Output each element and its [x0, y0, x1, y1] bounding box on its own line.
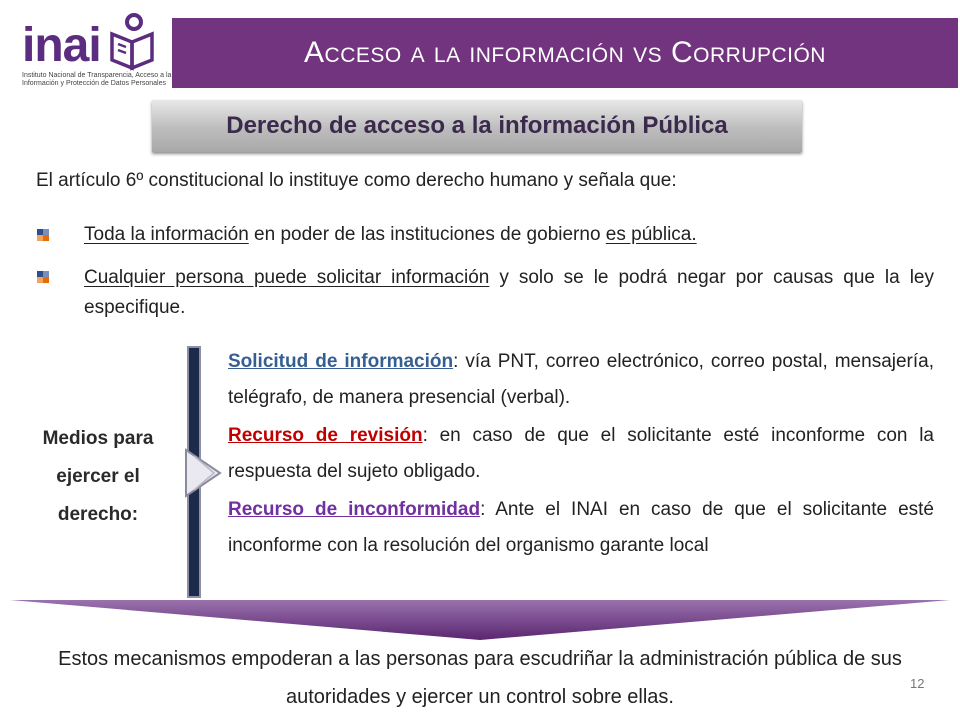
medio-solicitud-term: Solicitud de información: [228, 351, 454, 372]
medio-revision-term: Recurso de revisión: [228, 425, 423, 446]
medio-solicitud-text: : vía PNT, correo electrónico, correo postal, mensajería, telégrafo, de manera presencial (verbal).: [228, 351, 934, 408]
logo-wordmark: inai: [22, 19, 101, 72]
bullet-item-1: [84, 220, 934, 250]
page-number: 12: [910, 676, 925, 691]
bullet-item-2: [84, 263, 934, 323]
medios-label: Medios para ejercer el derecho:: [42, 428, 154, 525]
bullet-2-rest: y solo se le podrá negar por causas que la ley especifique.: [84, 267, 934, 318]
bullet-icon: [36, 270, 50, 284]
medio-solicitud: [228, 344, 934, 416]
logo-book-icon: [106, 12, 158, 72]
logo-caption: Instituto Nacional de Transparencia, Acceso a la Información y Protección de Datos Personales: [22, 72, 172, 87]
title-bar: [172, 18, 958, 88]
bullet-1-underlined-end: es pública.: [605, 224, 697, 245]
bullet-1-middle: en poder de las instituciones de gobierno: [248, 224, 606, 245]
subtitle-text: Derecho de acceso a la información Pública: [226, 112, 728, 139]
subtitle-banner: [152, 100, 802, 152]
medio-inconformidad-text: : Ante el INAI en caso de que el solicitante esté inconforme con la resolución del organismo garante local: [228, 499, 934, 556]
pointer-arrow-icon: [184, 448, 224, 498]
bullet-1-underlined-start: Toda la información: [84, 224, 249, 245]
medio-inconformidad: [228, 492, 934, 564]
medio-revision-text: : en caso de que el solicitante esté inconforme con la respuesta del sujeto obligado.: [228, 425, 934, 482]
medio-inconformidad-term: Recurso de inconformidad: [228, 499, 481, 520]
bullet-2-underlined: Cualquier persona puede solicitar información: [84, 267, 490, 288]
slide-title: Acceso a la información vs Corrupción: [304, 36, 826, 69]
downward-chevron-divider: [10, 598, 950, 642]
intro-text: El artículo 6º constitucional lo instituye como derecho humano y señala que:: [36, 170, 677, 191]
medio-revision: [228, 418, 934, 490]
bullet-icon: [36, 228, 50, 242]
conclusion-text: Estos mecanismos empoderan a las personas para escudriñar la administración pública de sus autoridades y ejercer un control sobre ellas.: [58, 648, 902, 708]
